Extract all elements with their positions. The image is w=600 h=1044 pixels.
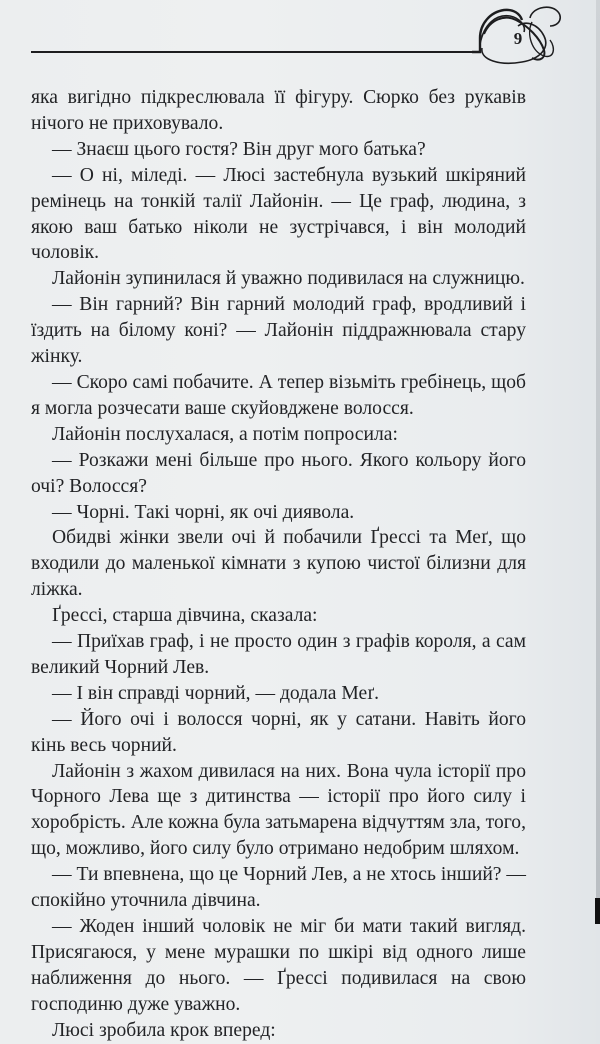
paragraph: — І він справді чорний, — додала Меґ. [52,682,379,704]
paragraph: — Його очі і волосся чорні, як у сатани. Навіть його кінь весь чорний. [31,708,526,756]
page-body [31,85,526,1044]
paragraph: Лайонін послухалася, а потім попросила: [52,423,398,445]
paragraph: — Жоден інший чоловік не міг би мати такий вигляд. Присягаюся, у мене мурашки по шкірі від одного лише наближення до нього. — Ґрессі подивилася на свою господиню дуже уважно. [31,916,526,1015]
page-corner-shadow [595,898,600,924]
paragraph: Лайонін зупинилася й уважно подивилася на служницю. [52,268,525,290]
paragraph: — Він гарний? Він гарний молодий граф, вродливий і їздить на білому коні? — Лайонін піддражнювала стару жінку. [31,294,526,368]
paragraph: — Ти впевнена, що це Чорний Лев, а не хтось інший? — спокійно уточнила дівчина. [31,864,526,912]
paragraph: — О ні, міледі. — Люсі застебнула вузький шкіряний ремінець на тонкій талії Лайонін. — Це граф, людина, з якою ваш батько ніколи не зустрічався, і він молодий чоловік. [31,164,526,264]
paragraph: Ґрессі, старша дівчина, сказала: [52,605,318,627]
header-rule [31,51,479,53]
paragraph: Обидві жінки звели очі й побачили Ґрессі та Меґ, що входили до маленької кімнати з купою чистої білизни для ліжка. [31,527,526,601]
paragraph: — Знаєш цього гостя? Він друг мого батька? [52,138,426,160]
paragraph: — Чорні. Такі чорні, як очі диявола. [52,501,355,523]
paragraph: — Приїхав граф, і не просто один з графів короля, а сам великий Чорний Лев. [31,631,526,678]
page-header [0,0,600,70]
paragraph: яка вигідно підкреслювала її фігуру. Сюрко без рукавів нічого не приховувало. [31,87,526,134]
page-edge [596,0,600,924]
paragraph: — Розкажи мені більше про нього. Якого кольору його очі? Волосся? [31,449,526,497]
paragraph: Люсі зробила крок вперед: [52,1019,276,1041]
paragraph: — Скоро самі побачите. А тепер візьміть гребінець, щоб я могла розчесати ваше скуйовджене волосся. [31,371,526,419]
paragraph: Лайонін з жахом дивилася на них. Вона чула історії про Чорного Лева ще з дитинства — історії про його силу і хоробрість. Але кожна була затьмарена відчуттям зла, того, що, можливо, його силу було отримано недобрим шляхом. [31,760,526,860]
page-number: 9 [513,29,523,48]
